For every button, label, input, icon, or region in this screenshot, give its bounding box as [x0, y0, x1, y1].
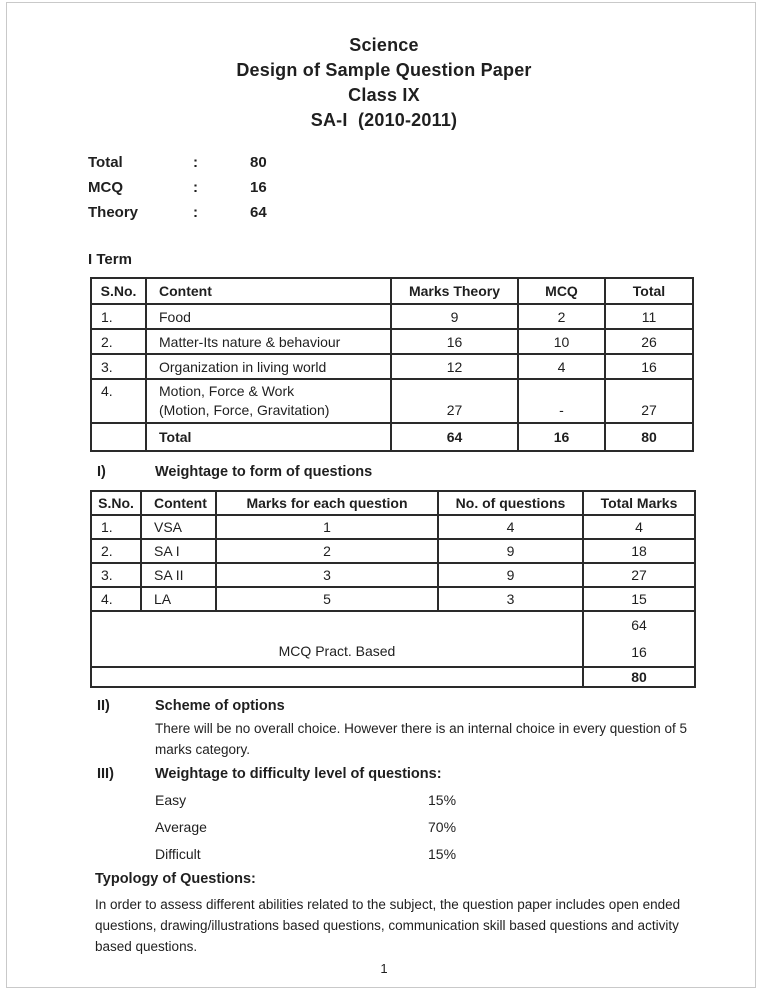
difficulty-value: 15%: [428, 791, 457, 808]
cell-grand-total: 80: [605, 423, 693, 451]
cell-mcq-subtotal: 16: [631, 644, 647, 660]
cell-total: 15: [583, 587, 695, 611]
column-header-marks-theory: Marks Theory: [391, 278, 518, 304]
cell-mcq: 2: [518, 304, 605, 329]
difficulty-value: 15%: [428, 845, 457, 862]
cell-content: SA I: [141, 539, 216, 563]
difficulty-row-easy: [155, 786, 768, 813]
cell-marks: 3: [216, 563, 438, 587]
table-row: [91, 354, 693, 379]
cell-content-line2: (Motion, Force, Gravitation): [159, 402, 330, 418]
section-heading-1: [97, 464, 768, 480]
table-row: [91, 515, 695, 539]
cell-total: 4: [583, 515, 695, 539]
term-heading: I Term: [88, 251, 132, 268]
table-total-row: [91, 423, 693, 451]
cell-mcq-pract-label: MCQ Pract. Based: [91, 611, 583, 667]
cell-content: Organization in living world: [146, 354, 391, 379]
cell-theory: 27: [391, 379, 518, 423]
cell-sno: 2.: [91, 539, 141, 563]
cell-sno-empty: [91, 423, 146, 451]
cell-total: 27: [583, 563, 695, 587]
section-marker: I): [97, 464, 106, 480]
column-header-sno: S.No.: [91, 278, 146, 304]
column-header-mcq: MCQ: [518, 278, 605, 304]
table-row: [91, 329, 693, 354]
cell-sno: 3.: [91, 563, 141, 587]
difficulty-label: Easy: [155, 791, 187, 808]
cell-content: Food: [146, 304, 391, 329]
section-marker: II): [97, 698, 110, 714]
cell-total: 26: [605, 329, 693, 354]
difficulty-label: Average: [155, 818, 207, 835]
cell-marks: 1: [216, 515, 438, 539]
cell-theory: 12: [391, 354, 518, 379]
cell-sno: 1.: [91, 515, 141, 539]
cell-mcq: 4: [518, 354, 605, 379]
cell-sno: 4.: [91, 587, 141, 611]
summary-label: Total: [88, 154, 123, 171]
cell-total-label: Total: [146, 423, 391, 451]
summary-value: 80: [250, 154, 267, 171]
cell-total: 11: [605, 304, 693, 329]
cell-theory-subtotal: 64: [631, 617, 647, 633]
column-header-content: Content: [146, 278, 391, 304]
cell-theory: 9: [391, 304, 518, 329]
typology-heading: Typology of Questions:: [95, 871, 256, 887]
cell-content: VSA: [141, 515, 216, 539]
cell-num: 4: [438, 515, 583, 539]
cell-content: LA: [141, 587, 216, 611]
cell-total: 18: [583, 539, 695, 563]
title-session: SA-I (2010-2011): [310, 110, 458, 130]
summary-colon: :: [193, 179, 198, 196]
title-subject: Science: [349, 35, 419, 55]
cell-sno: 3.: [91, 354, 146, 379]
section-heading-3: [97, 766, 768, 782]
cell-marks: 2: [216, 539, 438, 563]
cell-total: 16: [605, 354, 693, 379]
column-header-total: Total: [605, 278, 693, 304]
table-mcq-row: [91, 611, 695, 667]
cell-total: 27: [605, 379, 693, 423]
summary-label: MCQ: [88, 179, 123, 196]
summary-colon: :: [193, 204, 198, 221]
column-header-marks-per-question: Marks for each question: [216, 491, 438, 515]
content-weightage-table: [90, 277, 694, 452]
cell-mcq: -: [518, 379, 605, 423]
cell-sno: 4.: [91, 379, 146, 423]
column-header-content: Content: [141, 491, 216, 515]
cell-num: 3: [438, 587, 583, 611]
difficulty-levels: [155, 786, 768, 867]
summary-value: 16: [250, 179, 267, 196]
cell-sno: 1.: [91, 304, 146, 329]
difficulty-row-difficult: [155, 840, 768, 867]
cell-mcq-total: 16: [518, 423, 605, 451]
section-title: Weightage to form of questions: [155, 464, 373, 480]
section-marker: III): [97, 766, 114, 782]
table-row: [91, 587, 695, 611]
summary-value: 64: [250, 204, 267, 221]
section-title: Scheme of options: [155, 698, 285, 714]
table-header-row: [91, 278, 693, 304]
cell-theory-total: 64: [391, 423, 518, 451]
difficulty-row-average: [155, 813, 768, 840]
cell-content: SA II: [141, 563, 216, 587]
cell-content: [146, 379, 391, 423]
table-row: [91, 304, 693, 329]
cell-num: 9: [438, 563, 583, 587]
summary-row-mcq: [88, 175, 768, 200]
cell-theory: 16: [391, 329, 518, 354]
column-header-num-questions: No. of questions: [438, 491, 583, 515]
title-paper-type: Design of Sample Question Paper: [236, 60, 532, 80]
scheme-of-options-text: There will be no overall choice. However there is an internal choice in every question of 5 marks category.: [155, 721, 688, 757]
summary-label: Theory: [88, 204, 139, 221]
cell-content: Matter-Its nature & behaviour: [146, 329, 391, 354]
cell-content-line1: Motion, Force & Work: [159, 383, 295, 399]
summary-colon: :: [193, 154, 198, 171]
column-header-sno: S.No.: [91, 491, 141, 515]
typology-text: In order to assess different abilities related to the subject, the question paper includes open ended questions, drawing/illustrations based questions, communication skill based questions and activity based questions.: [95, 897, 681, 954]
difficulty-value: 70%: [428, 818, 457, 835]
cell-marks: 5: [216, 587, 438, 611]
cell-subtotals: [583, 611, 695, 667]
section-heading-2: [97, 698, 768, 714]
page-number: 1: [380, 961, 388, 976]
table-row: [91, 379, 693, 423]
table-grand-total-row: [91, 667, 695, 687]
column-header-total-marks: Total Marks: [583, 491, 695, 515]
document-title: [0, 33, 768, 133]
summary-row-total: [88, 150, 768, 175]
difficulty-label: Difficult: [155, 845, 201, 862]
table-row: [91, 563, 695, 587]
marks-summary: [88, 150, 768, 225]
summary-row-theory: [88, 200, 768, 225]
cell-num: 9: [438, 539, 583, 563]
section-title: Weightage to difficulty level of questions:: [155, 766, 442, 782]
question-form-table: [90, 490, 696, 688]
cell-mcq: 10: [518, 329, 605, 354]
cell-sno: 2.: [91, 329, 146, 354]
table-header-row: [91, 491, 695, 515]
cell-empty: [91, 667, 583, 687]
table-row: [91, 539, 695, 563]
cell-grand-total: 80: [583, 667, 695, 687]
title-class: Class IX: [348, 85, 420, 105]
